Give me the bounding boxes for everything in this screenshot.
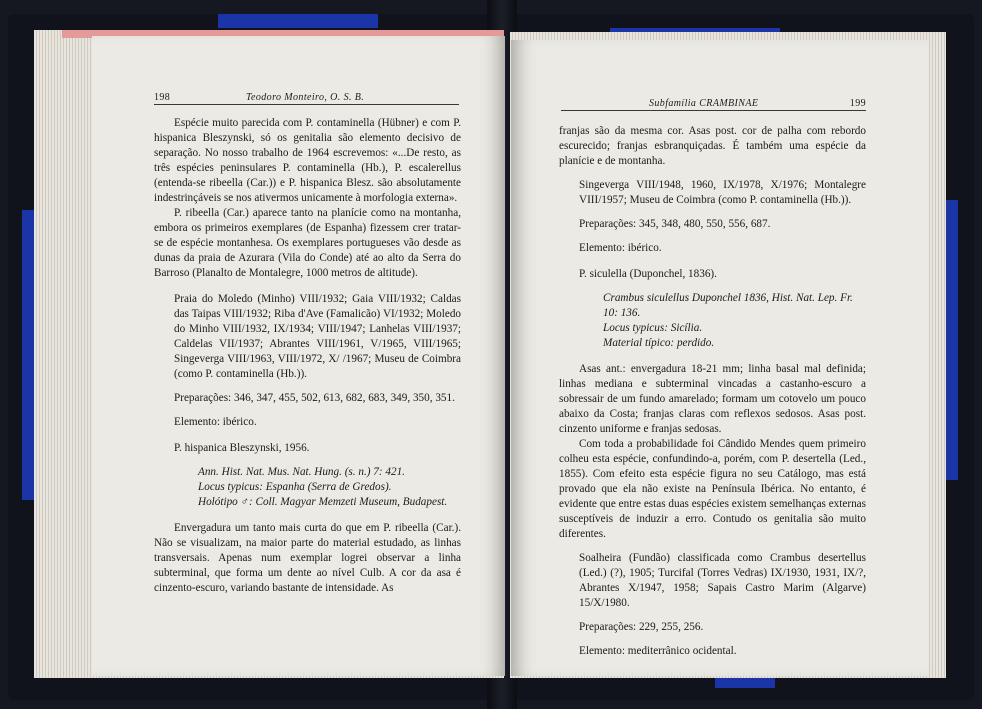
paragraph: Espécie muito parecida com P. contaminella (Hübner) e com P. hispanica Bleszynski, só os genitalia são elemento decisivo de separação. No nosso trabalho de 1964 escrevemos: «...De resto, as três espécies peninsulares P. contaminella (Hb.), P. escalerellus (entenda-se ribeella (Car.)) e P. hispanica Blesz. são absolutamente indestrinçáveis se nos ativermos unicamente à morfologia externa».	[154, 117, 461, 204]
marbled-pattern-top-left	[218, 14, 378, 28]
paragraph: Com toda a probabilidade foi Cândido Mendes quem primeiro colheu esta espécie, confundindo-a, porém, com P. desertella (Led., 1855). Com efeito esta espécie figura no seu Catálogo, mas está provado que ela não existe na Península Ibérica. No entanto, é evidente que entre estas duas espécies existem semelhanças externas susceptíveis de induzir a erro. Contudo os genitalia são muito diferentes.	[559, 438, 866, 540]
left-page	[92, 36, 505, 676]
paragraph: Envergadura um tanto mais curta do que em P. ribeella (Car.). Não se visualizam, na maior parte do material estudado, as linhas transversais. Apenas num exemplar logrei observar a linha subterminal, que forma um dente ao nível Culb. A cor da asa é cinzento-escuro, variando bastante de intensidade. As	[154, 522, 461, 594]
holotype: Holótipo ♂: Coll. Magyar Memzeti Museum, Budapest.	[198, 496, 448, 508]
preparations: Preparações: 346, 347, 455, 502, 613, 682, 683, 349, 350, 351.	[174, 392, 455, 404]
paragraph: franjas são da mesma cor. Asas post. cor de palha com rebordo escurecido; franjas esbranquiçadas. É também uma espécie da planície e de montanha.	[559, 125, 866, 167]
running-head-right	[561, 96, 866, 111]
element: Elemento: ibérico.	[579, 242, 662, 254]
citation: Ann. Hist. Nat. Mus. Nat. Hung. (s. n.) 7: 421.	[198, 466, 405, 478]
type-material: Material típico: perdido.	[603, 337, 715, 349]
running-head-text: Teodoro Monteiro, O. S. B.	[246, 92, 365, 103]
page-number: 198	[154, 92, 171, 103]
running-head-left	[154, 90, 459, 105]
species-heading: P. siculella (Duponchel, 1836).	[579, 268, 717, 280]
right-page	[511, 40, 929, 676]
page-number: 199	[849, 98, 866, 109]
preparations: Preparações: 229, 255, 256.	[579, 621, 704, 633]
locality-list: Praia do Moledo (Minho) VIII/1932; Gaia VIII/1932; Caldas das Taipas VIII/1932; Riba d'Ave (Famalicão) VI/1932; Moledo do Minho VIII/1932, IX/1934; VIII/1947; Lanhelas VIII/1937; Caldelas VII/1937; Abrantes VIII/1961, V/1965, VIII/1965; Singeverga VIII/1963, VIII/1972, X/ /1967; Museu de Coimbra (como P. contaminella (Hb.)).	[174, 293, 461, 380]
left-page-body	[154, 116, 461, 596]
preparations: Preparações: 345, 348, 480, 550, 556, 687.	[579, 218, 771, 230]
right-page-body	[559, 124, 866, 659]
species-heading: P. hispanica Bleszynski, 1956.	[174, 442, 310, 454]
element: Elemento: ibérico.	[174, 416, 257, 428]
locality-list: Singeverga VIII/1948, 1960, IX/1978, X/1976; Montalegre VIII/1957; Museu de Coimbra (como P. contaminella (Hb.)).	[579, 179, 866, 206]
citation: Crambus siculellus Duponchel 1836, Hist. Nat. Lep. Fr. 10: 136.	[603, 292, 853, 319]
running-head-text: Subfamília CRAMBINAE	[649, 98, 759, 109]
locality-list: Soalheira (Fundão) classificada como Crambus desertellus (Led.) (?), 1905; Turcifal (Torres Vedras) IX/1930, 1931, IX/?, Abrantes X/1947, 1958; Sapais Castro Marim (Algarve) 15/X/1980.	[579, 552, 866, 609]
locus-typicus: Locus typicus: Sicília.	[603, 322, 703, 334]
paragraph: Asas ant.: envergadura 18-21 mm; linha basal mal definida; linhas mediana e subterminal vincadas a castanho-escuro a sobressair de um fundo amarelado; formam um cotovelo um pouco abaixo da Costa; franjas claras com reflexos sedosos. Asas post. cinzento uniforme e franjas sedosas.	[559, 363, 866, 435]
locus-typicus: Locus typicus: Espanha (Serra de Gredos).	[198, 481, 392, 493]
element: Elemento: mediterrânico ocidental.	[579, 645, 737, 657]
paragraph: P. ribeella (Car.) aparece tanto na planície como na montanha, embora os primeiros exemplares (de Espanha) fizessem crer tratar-se de espécie montanhesa. Os exemplares portugueses vão desde as dunas da praia de Azurara (Vila do Conde) até ao alto da Serra do Barroso (Planalto de Montalegre, 1000 metros de altitude).	[154, 207, 461, 279]
